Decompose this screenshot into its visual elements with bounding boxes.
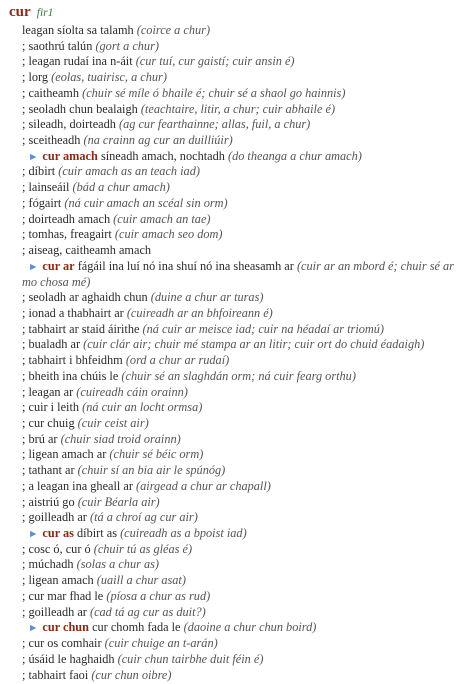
definition-text: ; sceitheadh bbox=[22, 133, 81, 148]
example-text: (daoine a chur chun boird) bbox=[183, 620, 317, 635]
definition-text: ; bheith ina chúis le bbox=[22, 368, 119, 383]
example-text: (chuir siad troid orainn) bbox=[60, 431, 181, 446]
example-text: (duine a chur ar turas) bbox=[150, 290, 264, 305]
example-text: (cuir amach an tae) bbox=[113, 211, 211, 226]
example-text: (eolas, tuairisc, a chur) bbox=[51, 70, 167, 85]
definition-text: ; leagan rudaí ina n-áit bbox=[22, 54, 133, 69]
example-text: (cuir ar an mbord é; chuir sé ar bbox=[296, 258, 454, 273]
sense-line bbox=[22, 180, 460, 196]
sense-line bbox=[22, 133, 460, 149]
phrase-headword: cur as bbox=[42, 526, 74, 541]
sense-line bbox=[22, 542, 460, 558]
example-text: (teachtaire, litir, a chur; cuir abhaile é) bbox=[140, 101, 336, 116]
example-text: (cuir amach as an teach iad) bbox=[58, 164, 200, 179]
sense-line bbox=[22, 54, 460, 70]
phrase-line bbox=[22, 620, 460, 637]
sense-line bbox=[22, 227, 460, 243]
example-text: (cuireadh ar an bhfoireann é) bbox=[126, 305, 273, 320]
example-text: (cuir Béarla air) bbox=[77, 494, 160, 509]
definition-text: díbirt as bbox=[77, 526, 117, 541]
sense-line bbox=[22, 573, 460, 589]
example-text: (ná cuir amach an scéal sin orm) bbox=[64, 195, 228, 210]
definition-text: ; seoladh chun bealaigh bbox=[22, 101, 138, 116]
sense-line bbox=[22, 636, 460, 652]
sense-line bbox=[22, 117, 460, 133]
example-text: (ord a chur ar rudaí) bbox=[125, 353, 230, 368]
definition-text: ; tabhairt i bhfeidhm bbox=[22, 353, 123, 368]
triangle-right-icon: ► bbox=[28, 623, 39, 635]
example-text: (cad tá ag cur as duit?) bbox=[89, 604, 206, 619]
definition-text: ; goilleadh ar bbox=[22, 604, 87, 619]
example-text: (do theanga a chur amach) bbox=[227, 148, 362, 163]
entry-header bbox=[9, 3, 53, 22]
definition-text: síneadh amach, nochtadh bbox=[100, 148, 225, 163]
definition-text: ; cur chuig bbox=[22, 416, 75, 430]
sense-line bbox=[22, 306, 460, 322]
phrase-headword: cur amach bbox=[42, 148, 98, 163]
sense-line bbox=[22, 463, 460, 479]
example-text: (tá a chroí ag cur air) bbox=[89, 510, 198, 525]
example-text: (chuir sé míle ó bhaile é; chuir sé a shaol go hainnis) bbox=[82, 85, 346, 100]
definition-text: ; cosc ó, cur ó bbox=[22, 541, 91, 556]
sense-line bbox=[22, 212, 460, 228]
example-text: (cuireadh as a bpoist iad) bbox=[120, 526, 247, 541]
sense-line bbox=[22, 322, 460, 338]
example-text: (solas a chur as) bbox=[76, 557, 159, 572]
sense-line bbox=[22, 353, 460, 369]
sense-line bbox=[22, 510, 460, 526]
definition-text: ; ligean amach bbox=[22, 573, 94, 588]
example-text: (airgead a chur ar chapall) bbox=[136, 478, 271, 493]
sense-line bbox=[22, 652, 460, 668]
sense-line bbox=[22, 447, 460, 463]
sense-line bbox=[22, 589, 460, 605]
phrase-headword: cur chun bbox=[42, 620, 89, 635]
definition-text: ; úsáid le haghaidh bbox=[22, 651, 115, 666]
definition-text: ; lorg bbox=[22, 70, 49, 85]
sense-line bbox=[22, 290, 460, 306]
definition-text: ; cur os comhair bbox=[22, 636, 102, 651]
definition-text: ; tabhairt faoi bbox=[22, 667, 89, 682]
sense-line bbox=[22, 337, 460, 353]
definition-text: ; brú ar bbox=[22, 431, 58, 446]
example-text: (cuir chuige an t-arán) bbox=[104, 636, 218, 651]
example-text: (cuir chun tairbhe duit féin é) bbox=[117, 651, 264, 666]
definition-text: ; sileadh, doirteadh bbox=[22, 117, 116, 132]
example-text: (na crainn ag cur an duilliúir) bbox=[83, 133, 233, 148]
definition-text: ; tomhas, freagairt bbox=[22, 227, 112, 242]
sense-line bbox=[22, 416, 460, 432]
definition-text: ; caitheamh bbox=[22, 85, 80, 100]
example-text: (bád a chur amach) bbox=[72, 180, 170, 195]
phrase-line bbox=[22, 149, 460, 166]
sense-line bbox=[22, 400, 460, 416]
sense-line bbox=[22, 243, 460, 259]
triangle-right-icon: ► bbox=[28, 261, 39, 273]
definition-text: ; fógairt bbox=[22, 195, 62, 210]
definition-text: ; tabhairt ar staid áirithe bbox=[22, 321, 140, 336]
example-text: (ag cur fearthainne; allas, fuil, a chur) bbox=[119, 117, 311, 132]
definition-text: ; aiseag, caitheamh amach bbox=[22, 243, 152, 258]
sense-line bbox=[22, 479, 460, 495]
example-text: (cuir ceist air) bbox=[77, 416, 149, 430]
example-text: (chuir sí an bia air le spúnóg) bbox=[77, 463, 226, 478]
sense-line bbox=[22, 495, 460, 511]
definition-text: ; lainseáil bbox=[22, 180, 70, 195]
definition-text: ; a leagan ina gheall ar bbox=[22, 478, 133, 493]
definition-text: ; díbirt bbox=[22, 164, 56, 179]
definition-text: leagan síolta sa talamh bbox=[22, 23, 134, 37]
example-text: (uaill a chur asat) bbox=[96, 573, 186, 588]
sense-line bbox=[22, 369, 460, 385]
sense-line bbox=[22, 432, 460, 448]
sense-line bbox=[22, 605, 460, 621]
example-text: mo chosa mé) bbox=[22, 274, 91, 289]
example-text: (ná cuir an locht ormsa) bbox=[82, 400, 203, 415]
example-text: (cuir amach seo dom) bbox=[114, 227, 223, 242]
definition-text: ; leagan ar bbox=[22, 384, 74, 399]
definition-text: ; tathant ar bbox=[22, 463, 75, 478]
example-text: (cur chun oibre) bbox=[91, 667, 172, 682]
example-text: (ná cuir ar meisce iad; cuir na héadaí ar triomú) bbox=[142, 321, 385, 336]
example-text: (gort a chur) bbox=[95, 38, 159, 53]
example-text: (píosa a chur as rud) bbox=[106, 588, 211, 603]
sense-line bbox=[22, 385, 460, 401]
definition-text: ; ionad a thabhairt ar bbox=[22, 305, 124, 320]
definition-text: ; saothrú talún bbox=[22, 38, 93, 53]
definition-text: cur chomh fada le bbox=[92, 620, 181, 635]
phrase-line bbox=[22, 259, 460, 276]
triangle-right-icon: ► bbox=[28, 151, 39, 163]
definition-text: ; aistriú go bbox=[22, 494, 75, 509]
example-text: (cur tuí, cur gaistí; cuir ansin é) bbox=[135, 54, 295, 69]
example-text: (coirce a chur) bbox=[136, 23, 211, 37]
example-text: (chuir sé an slaghdán orm; ná cuir fearg orthu) bbox=[121, 368, 356, 383]
example-text: (chuir sé béic orm) bbox=[109, 447, 204, 462]
sense-line bbox=[22, 557, 460, 573]
phrase-line bbox=[22, 526, 460, 543]
part-of-speech: fir1 bbox=[36, 7, 54, 19]
sense-line bbox=[22, 23, 460, 39]
definition-text: ; cur mar fhad le bbox=[22, 588, 104, 603]
example-text: (cuireadh cáin orainn) bbox=[76, 384, 188, 399]
sense-line bbox=[22, 39, 460, 55]
sense-line bbox=[22, 86, 460, 102]
definition-text: fágáil ina luí nó ina shuí nó ina sheasamh ar bbox=[77, 258, 294, 273]
sense-line bbox=[22, 70, 460, 86]
definition-text: ; múchadh bbox=[22, 557, 74, 572]
definition-text: ; goilleadh ar bbox=[22, 510, 87, 525]
phrase-headword: cur ar bbox=[42, 258, 75, 273]
sense-line bbox=[22, 668, 460, 684]
sense-line bbox=[22, 102, 460, 118]
sense-line bbox=[22, 164, 460, 180]
sense-line bbox=[22, 196, 460, 212]
definition-text: ; doirteadh amach bbox=[22, 211, 111, 226]
example-text: (chuir tú as gléas é) bbox=[93, 541, 193, 556]
definition-text: ; ligean amach ar bbox=[22, 447, 107, 462]
example-text: (cuir clár air; chuir mé stampa ar an litir; cuir ort do chuid éadaigh) bbox=[83, 337, 425, 352]
triangle-right-icon: ► bbox=[28, 529, 39, 541]
headword: cur bbox=[9, 4, 31, 20]
definition-text: ; bualadh ar bbox=[22, 337, 81, 352]
definition-text: ; seoladh ar aghaidh chun bbox=[22, 290, 148, 305]
definition-text: ; cuir i leith bbox=[22, 400, 80, 415]
sense-line-continuation bbox=[22, 275, 460, 291]
